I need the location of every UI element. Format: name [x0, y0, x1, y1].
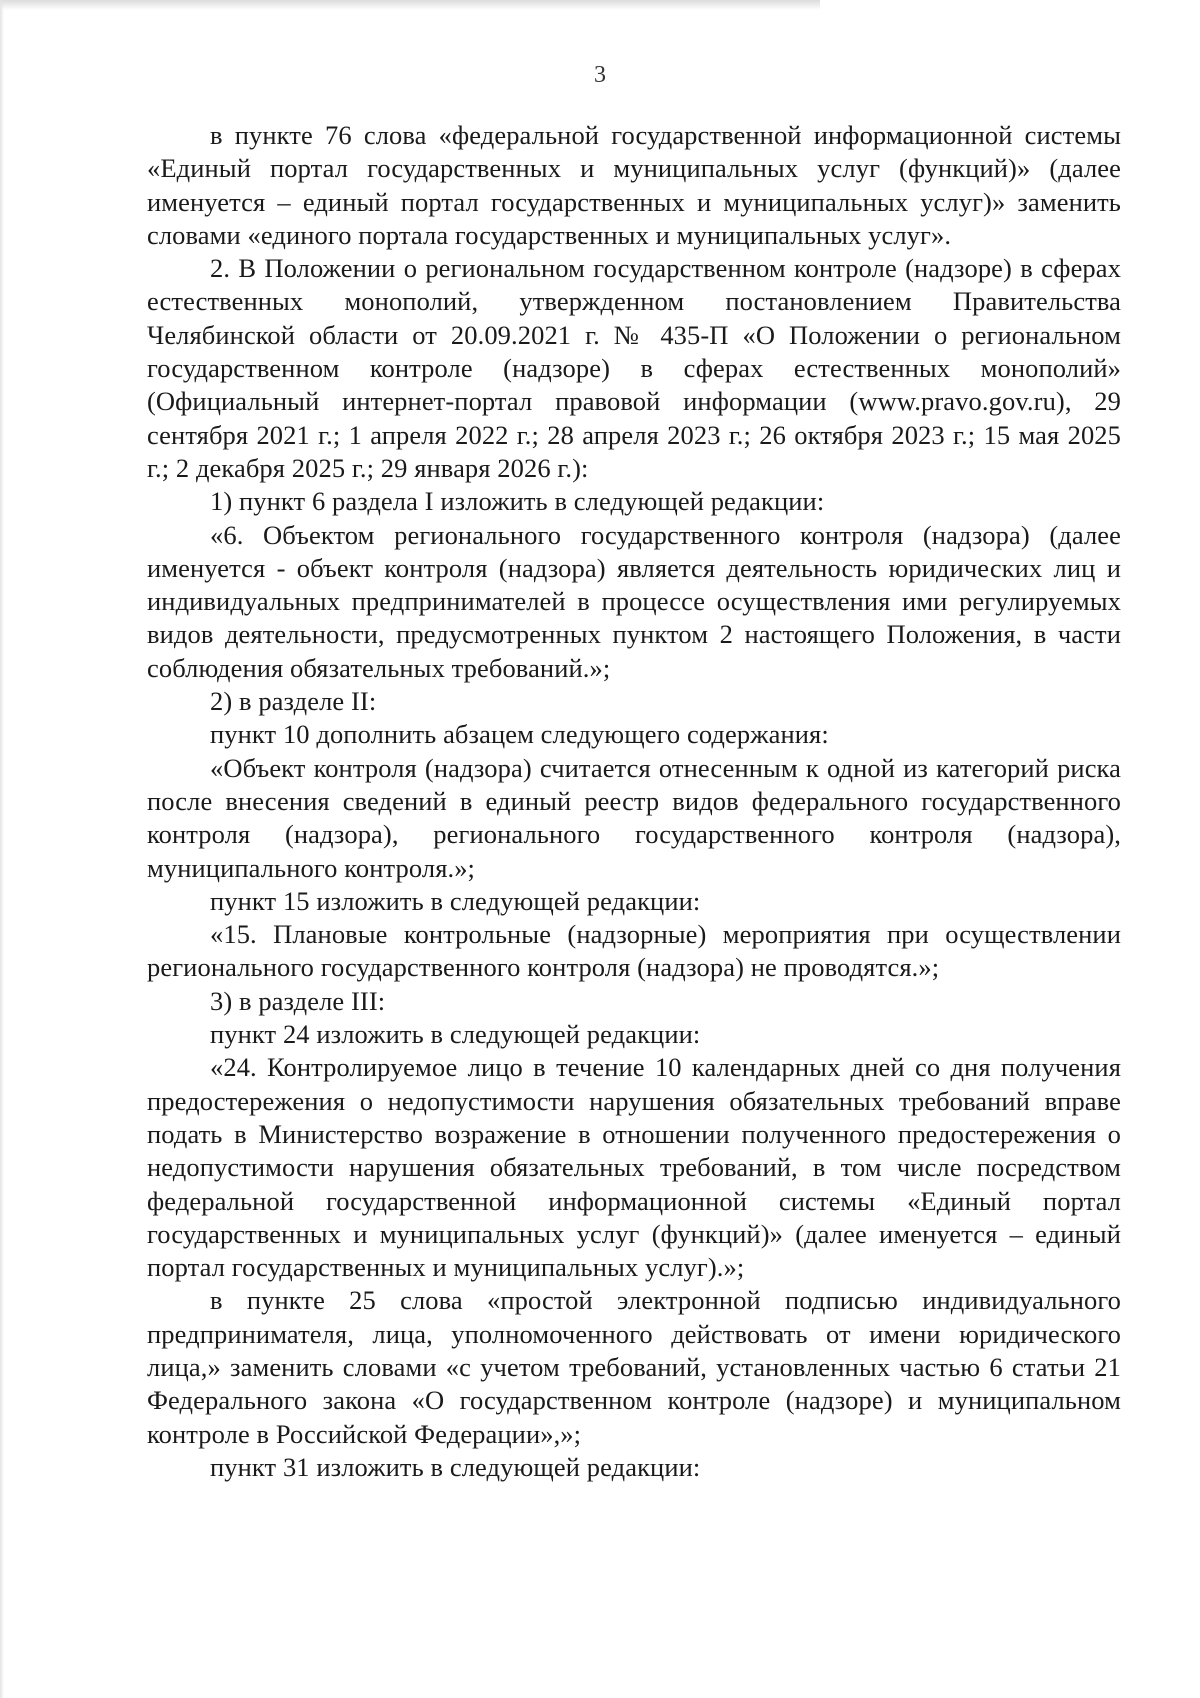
paragraph-6: пункт 10 дополнить абзацем следующего содержания:: [210, 719, 829, 750]
paragraph-13: в пункте 25 слова «простой электронной подписью индивидуального предпринимателя, лица, уполномоченного действовать от имени юридического лица,» заменить словами «с учетом требований, установленных частью 6 статьи 21 Федерального закона «О государственном контроле (надзоре) и муниципальном контроле в Российской Федерации»,»;: [147, 1285, 1121, 1449]
page-number: 3: [594, 62, 606, 88]
paragraph-7: «Объект контроля (надзора) считается отнесенным к одной из категорий риска после внесения сведений в единый реестр видов федерального государственного контроля (надзора), регионального государственного контроля (надзора), муниципального контроля.»;: [147, 752, 1121, 883]
scan-edge-top: [0, 0, 820, 10]
paragraph-2: 2. В Положении о региональном государственном контроле (надзоре) в сферах естественных монополий, утвержденном постановлением Правительства Челябинской области от 20.09.2021 г. № 435-П «О Положении о региональном государственном контроле (надзоре) в сферах естественных монополий» (Официальный интернет-портал правовой информации (www.pravo.gov.ru), 29 сентября 2021 г.; 1 апреля 2022 г.; 28 апреля 2023 г.; 26 октября 2023 г.; 15 мая 2025 г.; 2 декабря 2025 г.; 29 января 2026 г.):: [147, 253, 1121, 483]
paragraph-14: пункт 31 изложить в следующей редакции:: [210, 1451, 701, 1482]
paragraph-10: 3) в разделе III:: [210, 985, 386, 1016]
paragraph-11: пункт 24 изложить в следующей редакции:: [210, 1019, 701, 1050]
paragraph-3: 1) пункт 6 раздела I изложить в следующей редакции:: [210, 486, 825, 517]
paragraph-4: «6. Объектом регионального государственного контроля (надзора) (далее именуется - объект контроля (надзора) является деятельность юридических лиц и индивидуальных предпринимателей в процессе осуществления ими регулируемых видов деятельности, предусмотренных пунктом 2 настоящего Положения, в части соблюдения обязательных требований.»;: [147, 519, 1121, 683]
paragraph-9: «15. Плановые контрольные (надзорные) мероприятия при осуществлении регионального государственного контроля (надзора) не проводятся.»;: [147, 919, 1121, 983]
paragraph-8: пункт 15 изложить в следующей редакции:: [210, 885, 701, 916]
paragraph-1: в пункте 76 слова «федеральной государственной информационной системы «Единый портал государственных и муниципальных услуг (функций)» (далее именуется – единый портал государственных и муниципальных услуг)» заменить словами «единого портала государственных и муниципальных услуг».: [147, 120, 1121, 250]
paragraph-5: 2) в разделе II:: [210, 686, 377, 717]
paragraph-12: «24. Контролируемое лицо в течение 10 календарных дней со дня получения предостережения о недопустимости нарушения обязательных требований вправе подать в Министерство возражение в отношении полученного предостережения о недопустимости нарушения обязательных требований, в том числе посредством федеральной государственной информационной системы «Единый портал государственных и муниципальных услуг (функций)» (далее именуется – единый портал государственных и муниципальных услуг).»;: [147, 1052, 1121, 1283]
scan-edge-left: [0, 0, 4, 1698]
document-body: [147, 119, 1121, 1484]
